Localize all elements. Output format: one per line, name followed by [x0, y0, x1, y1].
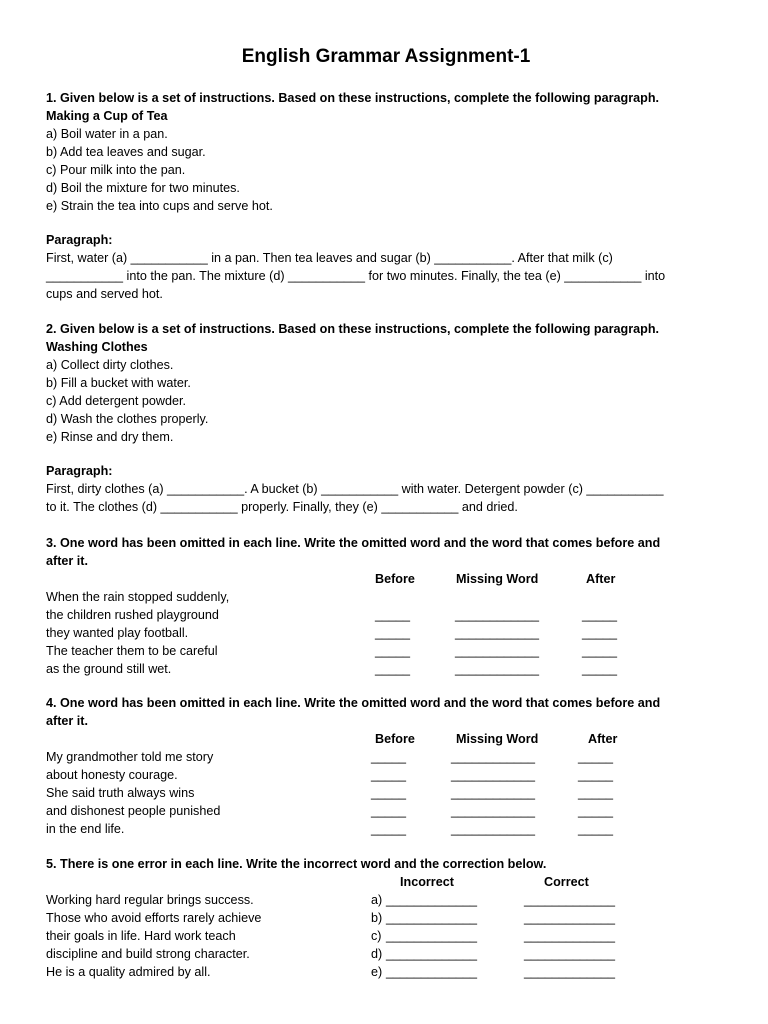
- question-4-prompt-cont: after it.: [46, 714, 88, 728]
- table-row: [46, 624, 726, 642]
- correct-word-blank[interactable]: _____________: [524, 929, 616, 943]
- incorrect-word-blank[interactable]: _____________: [386, 929, 478, 943]
- column-header-correct: Correct: [544, 875, 589, 889]
- sentence-line: When the rain stopped suddenly,: [46, 590, 230, 604]
- column-header-incorrect: Incorrect: [400, 875, 454, 889]
- before-blank[interactable]: _____: [375, 662, 411, 676]
- before-blank[interactable]: _____: [375, 644, 411, 658]
- before-blank[interactable]: _____: [371, 786, 407, 800]
- sentence-line: My grandmother told me story: [46, 750, 214, 764]
- sentence-line: about honesty courage.: [46, 768, 178, 782]
- before-blank[interactable]: _____: [375, 608, 411, 622]
- page-title: English Grammar Assignment-1: [241, 46, 531, 67]
- column-header-missing-word: Missing Word: [456, 572, 539, 586]
- table-row: [46, 766, 726, 784]
- sentence-line: She said truth always wins: [46, 786, 195, 800]
- question-3-prompt-cont: after it.: [46, 554, 88, 568]
- instruction-step: a) Boil water in a pan.: [46, 127, 168, 141]
- after-blank[interactable]: _____: [578, 822, 614, 836]
- question-4: [46, 694, 726, 730]
- table-row: [46, 606, 726, 624]
- question-1-paragraph: [46, 231, 726, 303]
- question-5-prompt: 5. There is one error in each line. Write the incorrect word and the correction below.: [46, 857, 547, 871]
- question-1-heading: Making a Cup of Tea: [46, 109, 168, 123]
- instruction-step: a) Collect dirty clothes.: [46, 358, 174, 372]
- paragraph-line: cups and served hot.: [46, 287, 163, 301]
- sentence-line: they wanted play football.: [46, 626, 189, 640]
- after-blank[interactable]: _____: [578, 786, 614, 800]
- paragraph-line: First, water (a) ___________ in a pan. Then tea leaves and sugar (b) ___________. After that milk (c): [46, 251, 613, 265]
- after-blank[interactable]: _____: [578, 768, 614, 782]
- question-1: [46, 89, 726, 215]
- question-3-table: [46, 570, 726, 678]
- column-header-after: After: [586, 572, 616, 586]
- question-1-prompt: 1. Given below is a set of instructions. Based on these instructions, complete the following paragraph.: [46, 91, 660, 105]
- before-blank[interactable]: _____: [375, 626, 411, 640]
- sentence-line: The teacher them to be careful: [46, 644, 218, 658]
- before-blank[interactable]: _____: [371, 804, 407, 818]
- incorrect-word-blank[interactable]: _____________: [386, 893, 478, 907]
- incorrect-word-blank[interactable]: _____________: [386, 947, 478, 961]
- after-blank[interactable]: _____: [582, 644, 618, 658]
- table-row: [46, 927, 726, 945]
- answer-label: a): [371, 893, 383, 907]
- missing-word-blank[interactable]: ____________: [455, 644, 540, 658]
- table-row: [46, 784, 726, 802]
- correct-word-blank[interactable]: _____________: [524, 893, 616, 907]
- table-row: [46, 963, 726, 981]
- table-row: [46, 802, 726, 820]
- question-2-paragraph: [46, 462, 726, 516]
- paragraph-label: Paragraph:: [46, 233, 113, 247]
- after-blank[interactable]: _____: [582, 662, 618, 676]
- table-header-row: [46, 570, 726, 588]
- before-blank[interactable]: _____: [371, 750, 407, 764]
- table-header-row: [46, 730, 726, 748]
- before-blank[interactable]: _____: [371, 768, 407, 782]
- column-header-missing-word: Missing Word: [456, 732, 539, 746]
- sentence-line: He is a quality admired by all.: [46, 965, 211, 979]
- after-blank[interactable]: _____: [578, 750, 614, 764]
- correct-word-blank[interactable]: _____________: [524, 965, 616, 979]
- question-4-table: [46, 730, 726, 838]
- column-header-before: Before: [375, 572, 415, 586]
- table-row: [46, 642, 726, 660]
- missing-word-blank[interactable]: ____________: [451, 750, 536, 764]
- instruction-step: d) Wash the clothes properly.: [46, 412, 209, 426]
- sentence-line: as the ground still wet.: [46, 662, 172, 676]
- correct-word-blank[interactable]: _____________: [524, 947, 616, 961]
- answer-label: c): [371, 929, 382, 943]
- missing-word-blank[interactable]: ____________: [455, 662, 540, 676]
- question-2-heading: Washing Clothes: [46, 340, 148, 354]
- instruction-step: e) Strain the tea into cups and serve hot.: [46, 199, 273, 213]
- before-blank[interactable]: _____: [371, 822, 407, 836]
- column-header-after: After: [588, 732, 618, 746]
- sentence-line: Those who avoid efforts rarely achieve: [46, 911, 262, 925]
- sentence-line: their goals in life. Hard work teach: [46, 929, 236, 943]
- missing-word-blank[interactable]: ____________: [451, 786, 536, 800]
- correct-word-blank[interactable]: _____________: [524, 911, 616, 925]
- question-5: [46, 855, 726, 873]
- paragraph-line: ___________ into the pan. The mixture (d) ___________ for two minutes. Finally, the tea (e) ___________ into: [46, 269, 666, 283]
- missing-word-blank[interactable]: ____________: [451, 804, 536, 818]
- missing-word-blank[interactable]: ____________: [455, 626, 540, 640]
- sentence-line: in the end life.: [46, 822, 125, 836]
- question-5-table: [46, 873, 726, 981]
- table-row: [46, 660, 726, 678]
- instruction-step: c) Pour milk into the pan.: [46, 163, 186, 177]
- table-row: [46, 909, 726, 927]
- answer-label: d): [371, 947, 383, 961]
- incorrect-word-blank[interactable]: _____________: [386, 911, 478, 925]
- question-2-prompt: 2. Given below is a set of instructions. Based on these instructions, complete the following paragraph.: [46, 322, 660, 336]
- question-3: [46, 534, 726, 570]
- paragraph-line: to it. The clothes (d) ___________ properly. Finally, they (e) ___________ and dried.: [46, 500, 518, 514]
- question-3-prompt: 3. One word has been omitted in each line. Write the omitted word and the word that comes before and: [46, 536, 661, 550]
- instruction-step: c) Add detergent powder.: [46, 394, 187, 408]
- sentence-line: and dishonest people punished: [46, 804, 221, 818]
- instruction-step: d) Boil the mixture for two minutes.: [46, 181, 240, 195]
- table-row: [46, 588, 726, 606]
- question-4-prompt: 4. One word has been omitted in each line. Write the omitted word and the word that comes before and: [46, 696, 661, 710]
- instruction-step: e) Rinse and dry them.: [46, 430, 174, 444]
- column-header-before: Before: [375, 732, 415, 746]
- paragraph-label: Paragraph:: [46, 464, 113, 478]
- table-row: [46, 820, 726, 838]
- missing-word-blank[interactable]: ____________: [451, 768, 536, 782]
- missing-word-blank[interactable]: ____________: [451, 822, 536, 836]
- table-row: [46, 891, 726, 909]
- after-blank[interactable]: _____: [582, 626, 618, 640]
- answer-label: e): [371, 965, 383, 979]
- table-header-row: [46, 873, 726, 891]
- sentence-line: Working hard regular brings success.: [46, 893, 254, 907]
- sentence-line: the children rushed playground: [46, 608, 219, 622]
- missing-word-blank[interactable]: ____________: [455, 608, 540, 622]
- answer-label: b): [371, 911, 383, 925]
- question-2: [46, 320, 726, 446]
- after-blank[interactable]: _____: [578, 804, 614, 818]
- paragraph-line: First, dirty clothes (a) ___________. A bucket (b) ___________ with water. Detergent powder (c) ___________: [46, 482, 664, 496]
- after-blank[interactable]: _____: [582, 608, 618, 622]
- table-row: [46, 945, 726, 963]
- instruction-step: b) Add tea leaves and sugar.: [46, 145, 206, 159]
- sentence-line: discipline and build strong character.: [46, 947, 250, 961]
- instruction-step: b) Fill a bucket with water.: [46, 376, 191, 390]
- table-row: [46, 748, 726, 766]
- incorrect-word-blank[interactable]: _____________: [386, 965, 478, 979]
